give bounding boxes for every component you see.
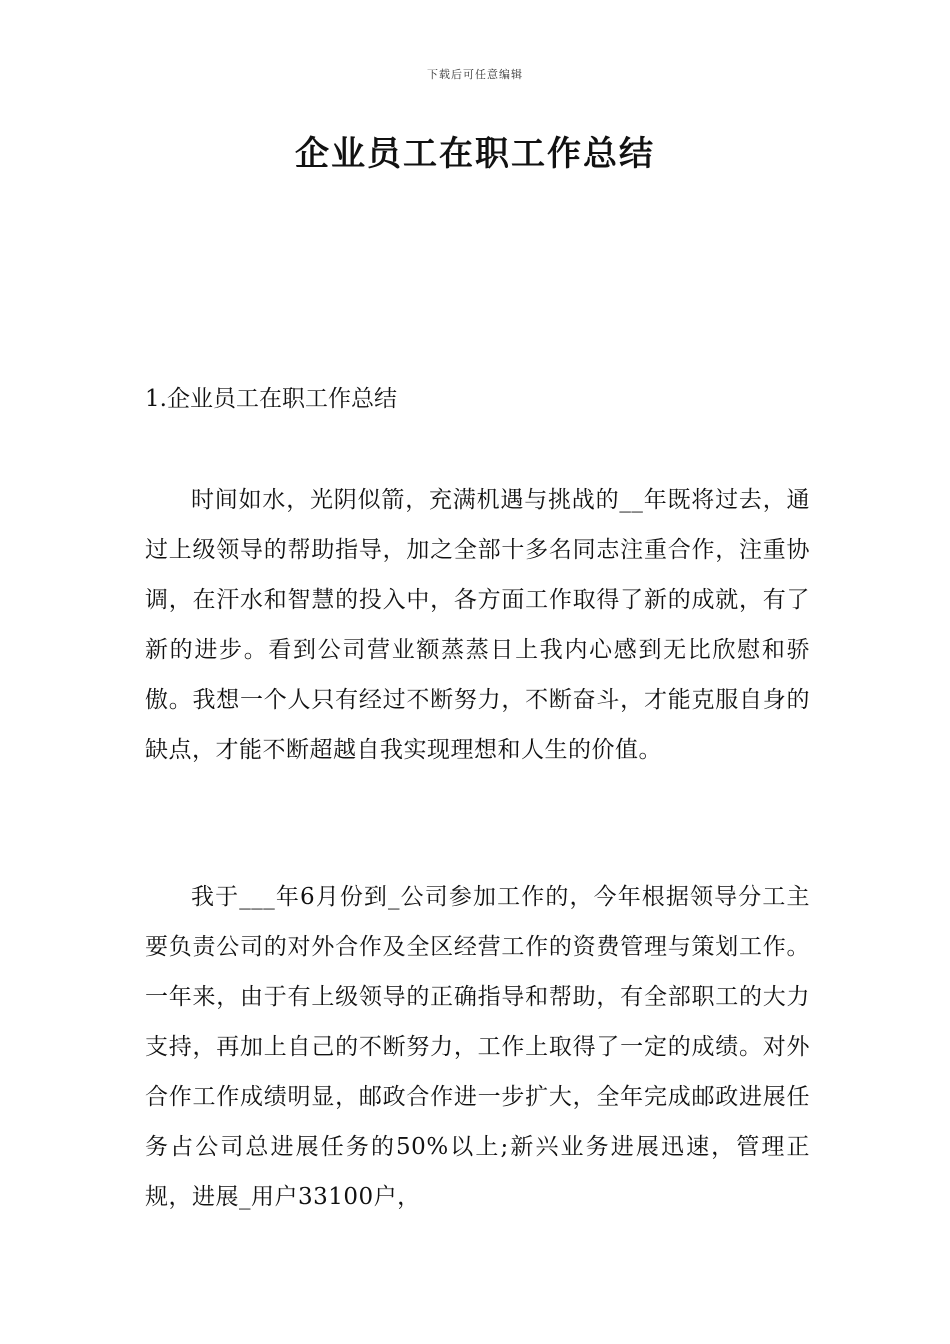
document-title: 企业员工在职工作总结 — [295, 134, 655, 174]
paragraph: 时间如水，光阴似箭，充满机遇与挑战的__年既将过去，通过上级领导的帮助指导，加之全部十多名同志注重合作，注重协调，在汗水和智慧的投入中，各方面工作取得了新的成就，有了新的进步。看到公司营业额蒸蒸日上我内心感到无比欣慰和骄傲。我想一个人只有经过不断努力，不断奋斗，才能克服自身的缺点，才能不断超越自我实现理想和人生的价值。 — [145, 487, 810, 763]
paragraph: 我于___年6月份到_公司参加工作的，今年根据领导分工主要负责公司的对外合作及全区经营工作的资费管理与策划工作。一年来，由于有上级领导的正确指导和帮助，有全部职工的大力支持，再加上自己的不断努力，工作上取得了一定的成绩。对外合作工作成绩明显，邮政合作进一步扩大，全年完成邮政进展任务占公司总进展任务的50%以上;新兴业务进展迅速，管理正规，进展_用户33100户， — [145, 884, 810, 1210]
section-heading: 1.企业员工在职工作总结 — [145, 386, 397, 412]
header-note: 下载后可任意编辑 — [427, 68, 523, 81]
